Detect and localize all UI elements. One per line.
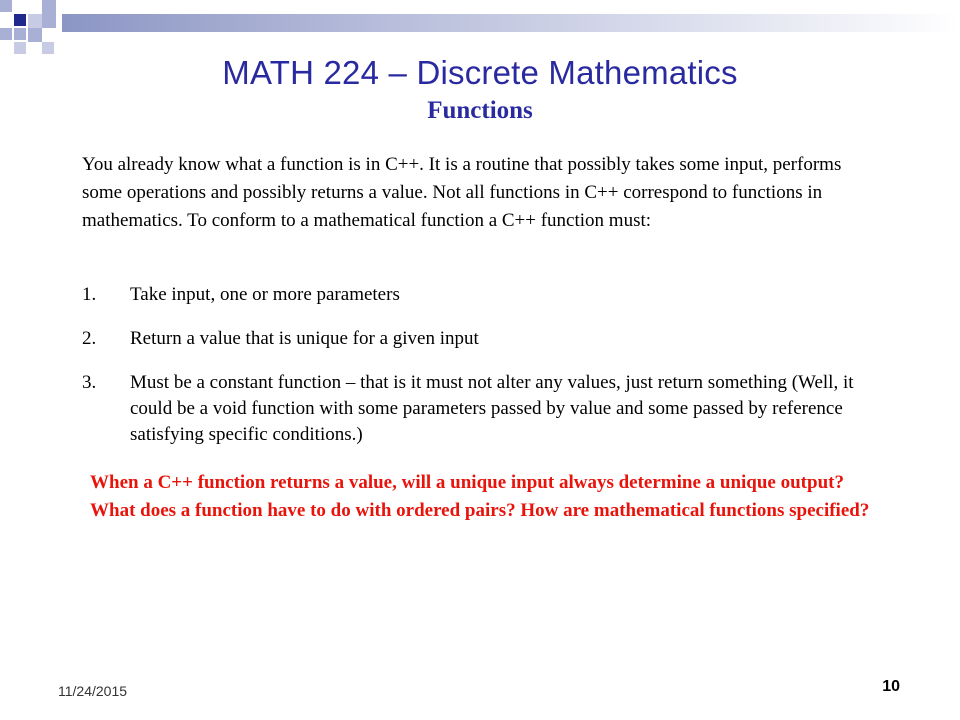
list-item-text: Must be a constant function – that is it must not alter any values, just return something (Well, it could be a void function with some parameters passed by value and some passed by reference satisfying specific conditions.) bbox=[130, 372, 854, 445]
list-item bbox=[82, 370, 892, 448]
header-gradient-bar bbox=[62, 14, 960, 32]
page-number: 10 bbox=[882, 678, 900, 695]
intro-paragraph: You already know what a function is in C++. It is a routine that possibly takes some input, performs some operations and possibly returns a value. Not all functions in C++ correspond to functions in mathematics. To conform to a mathematical function a C++ function must: bbox=[82, 154, 842, 231]
slide-title: MATH 224 – Discrete Mathematics bbox=[222, 54, 738, 91]
slide-date: 11/24/2015 bbox=[58, 683, 128, 699]
slide-subtitle: Functions bbox=[427, 97, 533, 124]
list-item bbox=[82, 282, 892, 308]
list-item-number: 3. bbox=[82, 372, 97, 393]
list-item-text: Return a value that is unique for a given input bbox=[130, 328, 479, 349]
list-item bbox=[82, 326, 892, 352]
requirements-list bbox=[82, 282, 892, 466]
list-item-number: 2. bbox=[82, 328, 97, 349]
list-item-text: Take input, one or more parameters bbox=[130, 284, 400, 305]
discussion-question: When a C++ function returns a value, will a unique input always determine a unique output? What does a function have to do with ordered pairs? How are mathematical functions specified? bbox=[90, 472, 870, 521]
list-item-number: 1. bbox=[82, 284, 97, 305]
